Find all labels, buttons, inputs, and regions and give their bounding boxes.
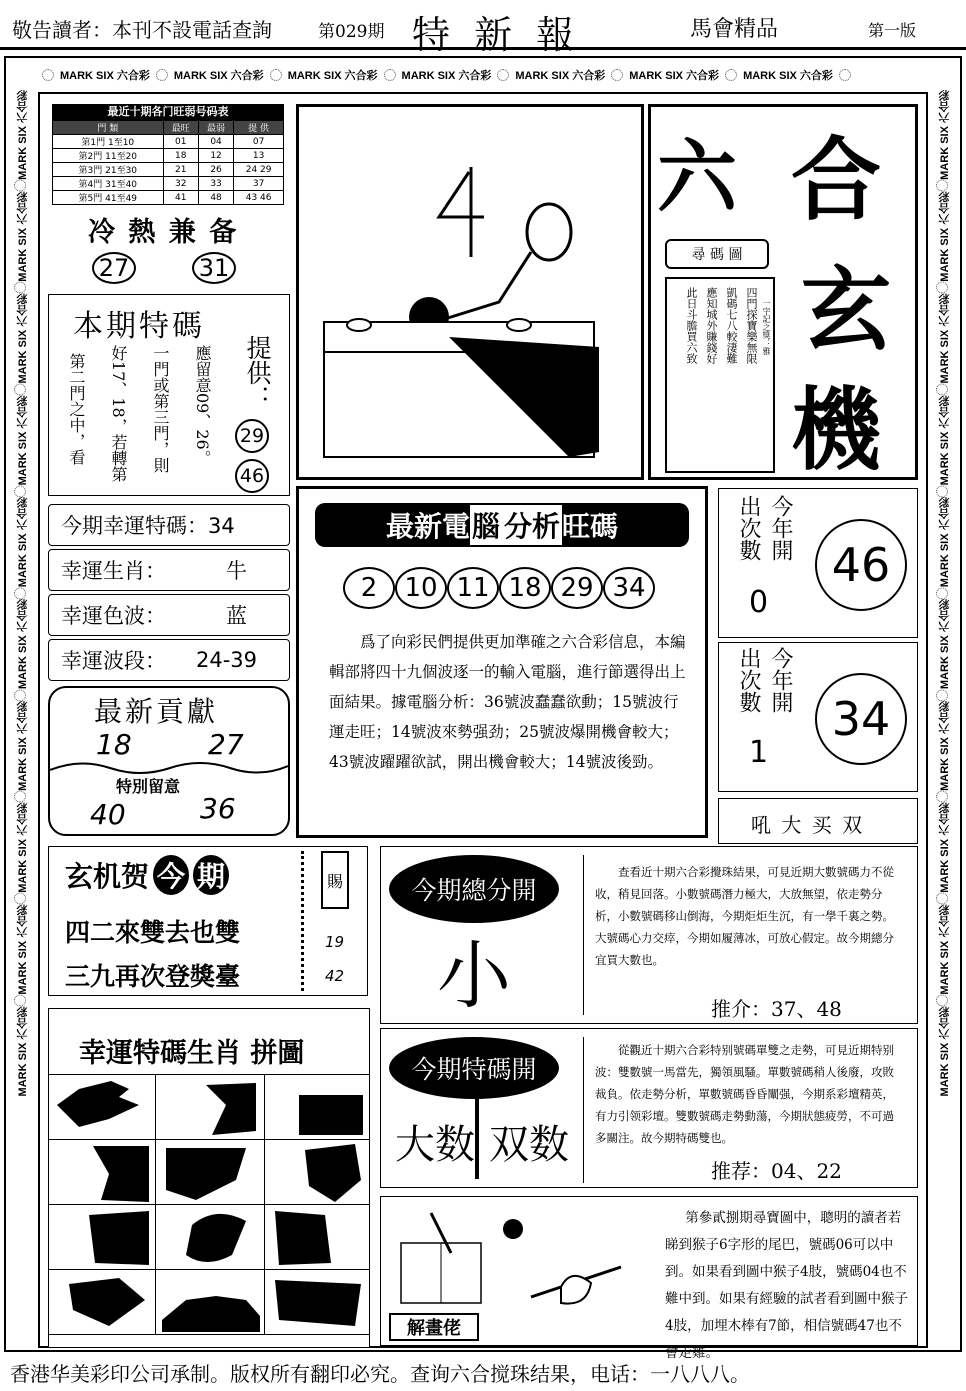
stats-number: 34 [815, 673, 907, 765]
attention-label: 特別留意 [116, 777, 181, 796]
special-code-col: 好17、18，若轉第 [109, 345, 128, 482]
book-illustration [391, 1203, 491, 1313]
scroll-side: 一字記之獎：雅 [762, 299, 771, 355]
tabletop-illustration [299, 107, 641, 477]
puzzle-piece [155, 1269, 265, 1335]
lottery-ball: 11 [447, 567, 499, 609]
stats-panel-1 [718, 488, 918, 638]
lucky-range-value: 24-39 [196, 648, 258, 672]
puzzle-piece [264, 1269, 370, 1335]
hot-cold-title: 冷 熱 兼 备 [88, 217, 239, 248]
special-open-value: 双数 [489, 1122, 569, 1168]
riddle-panel [380, 1196, 918, 1361]
stats-panel-2 [718, 642, 918, 792]
big-buy-title: 吼 大 买 双 [751, 813, 865, 837]
riddle-tag: 解畫佬 [389, 1313, 479, 1341]
lucky-color-label: 幸運色波： [61, 604, 166, 628]
stats-label: 出次數 [736, 647, 761, 713]
footer-text: 香港华美彩印公司承制。版权所有翻印必究。查询六合搅珠结果，电话：一八八八。 [10, 1362, 750, 1386]
watermark-strip-top: MARK SIX 六合彩 MARK SIX 六合彩 MARK SIX 六合彩 MARK SIX 六合彩 MARK SIX 六合彩 MARK SIX 六合彩 MARK SIX 六合彩 [36, 60, 930, 90]
ball-row [343, 567, 655, 609]
stats-label: 出次數 [736, 495, 761, 561]
stats-count: 1 [749, 735, 769, 770]
history-table-title: 最近十期各门旺弱号码表 [52, 104, 284, 120]
special-code-col: 一門或第三門，則 [151, 345, 170, 473]
stats-label: 今年開 [768, 647, 793, 713]
total-panel [380, 846, 918, 1024]
notice-text: 敬告讀者：本刊不設電話查詢 [12, 18, 272, 42]
big-buy-panel [718, 798, 918, 844]
special-code-col: 第二門之中，看 [67, 353, 86, 465]
lottery-ball: 10 [395, 567, 447, 609]
history-table [52, 104, 284, 205]
special-code-panel [48, 294, 290, 496]
lucky-color-row [48, 594, 290, 636]
lottery-ball: 2 [343, 567, 395, 609]
special-ball-2: 46 [235, 459, 269, 493]
table-row: 第2門 11至20 18 12 13 [53, 149, 284, 163]
scroll-col: 凱碼七八較淒難 [725, 287, 738, 364]
stats-label: 今年開 [768, 495, 793, 561]
special-open-stem [475, 1099, 479, 1179]
lucky-zodiac-row [48, 549, 290, 591]
scroll-col: 應知城外賺錢好 [705, 287, 718, 364]
computer-title: 最新電 腦 分析 旺碼 [315, 503, 689, 547]
total-divider [583, 855, 584, 1015]
lucky-color-value: 蓝 [226, 604, 247, 628]
lucky-range-label: 幸運波段： [61, 649, 166, 673]
masthead-title: 特 新 報 [412, 13, 581, 57]
special-code-title: 本期特碼 [73, 309, 205, 344]
table-header: 最弱 [198, 121, 233, 135]
lucky-special-row [48, 504, 290, 546]
lucky-zodiac-label: 幸運生肖： [61, 559, 166, 583]
picture-panel [296, 104, 644, 480]
puzzle-piece [48, 1269, 156, 1335]
brand-panel [648, 104, 918, 483]
scroll [665, 277, 775, 473]
brand-tag: 尋 碼 圖 [665, 239, 769, 269]
puzzle-piece [264, 1139, 370, 1205]
puzzle-piece [155, 1074, 265, 1140]
riddle-text: 第參貳捌期尋寶圖中，聰明的讀者若睇到猴子6字形的尾巴，號碼06可以中到。如果看到圖中猴子4肢，號碼04也不難中到。如果有經驗的試者看到圖中猴子4肢，加埋木棒有7節，相信號碼47也不會走雞。 [665, 1210, 908, 1361]
xuanji-side-number: 42 [325, 967, 345, 985]
contribution-title: 最新貢獻 [94, 695, 219, 728]
contribution-number: 36 [200, 792, 236, 825]
picture-number: 9 [539, 237, 540, 238]
special-open-text: 從觀近十期六合彩特别號碼單雙之走勢，可見近期特别波：雙數號一馬當先，獨領風騷。單數號碼稍人後廢，攻敗裁負。依走勢分析，單數號碼昏昏闡强，今期系彩壇精英，有力引领彩壇。雙數號碼走勢動蕩，今期狀態疲勞，不可過多關注。故今期特碼雙也。 [595, 1043, 894, 1145]
puzzle-piece [48, 1139, 156, 1205]
table-row: 第3門 21至30 21 26 24 29 [53, 163, 284, 177]
puzzle-piece [264, 1204, 370, 1270]
contribution-number: 40 [90, 798, 126, 831]
stats-number: 46 [815, 519, 907, 611]
table-header: 最旺 [163, 121, 198, 135]
brand-char: 合 [791, 127, 881, 233]
special-open-label: 今期特碼開 [389, 1037, 559, 1099]
xuanji-side-number: 19 [325, 933, 345, 951]
lottery-ball: 29 [551, 567, 603, 609]
issue-number: 第029期 [318, 22, 385, 42]
watermark-strip-right: MARK SIX 六合彩MARK SIX 六合彩MARK SIX 六合彩MARK SIX 六合彩MARK SIX 六合彩MARK SIX 六合彩MARK SIX 六合彩MARK SIX 六合彩MARK SIX 六合彩MARK SIX 六合彩 [930, 90, 960, 1340]
special-open-panel [380, 1028, 918, 1188]
puzzle-piece [155, 1139, 265, 1205]
hot-cold-ball-1: 27 [92, 252, 136, 284]
lucky-range-row [48, 639, 290, 681]
stats-count: 0 [749, 585, 769, 620]
watermark-strip-left: MARK SIX 六合彩MARK SIX 六合彩MARK SIX 六合彩MARK SIX 六合彩MARK SIX 六合彩MARK SIX 六合彩MARK SIX 六合彩MARK SIX 六合彩MARK SIX 六合彩MARK SIX 六合彩 [8, 90, 38, 1340]
brand-char: 玄 [801, 257, 891, 363]
table-header: 門 類 [53, 121, 164, 135]
edition-label: 第一版 [868, 21, 917, 40]
total-text: 查看近十期六合彩攪珠結果，可見近期大數號碼力不從收，稍見回落。小數號碼潛力極大，大放無望，依走勢分析，小數號碼移山倒海，今期炬炬生沉，有一學千裏之勢。大號碼心力交瘁，今期如履薄冰，可放心假定。故今期總分宜買大數也。 [595, 865, 894, 967]
computer-panel [296, 486, 708, 838]
special-open-recommend: 推荐：04、22 [711, 1159, 842, 1183]
special-ball-1: 29 [235, 419, 269, 453]
table-row: 第1門 1至10 01 04 07 [53, 135, 284, 149]
provide-label: 提供： [243, 335, 272, 410]
puzzle-piece [48, 1074, 156, 1140]
contribution-number: 27 [208, 728, 244, 761]
table-row: 第5門 41至49 41 48 43 46 [53, 191, 284, 205]
xuanji-side-label: 賜 [321, 851, 349, 909]
xuanji-panel [48, 846, 368, 996]
xuanji-title: 玄机贺 今 期 [65, 855, 229, 895]
lucky-zodiac-value: 牛 [226, 559, 247, 583]
contribution-number: 18 [96, 728, 132, 761]
puzzle-piece [264, 1074, 370, 1140]
dotted-divider [301, 851, 304, 991]
puzzle-piece [48, 1204, 156, 1270]
masthead-subtitle: 馬會精品 [690, 17, 779, 42]
xuanji-line-1: 四二來雙去也雙 [65, 918, 241, 947]
brand-char: 機 [791, 377, 881, 483]
total-label: 今期總分開 [389, 855, 559, 923]
puzzle-piece [155, 1204, 265, 1270]
table-row: 第4門 31至40 32 33 37 [53, 177, 284, 191]
scroll-col: 此日斗膽買六致 [685, 287, 698, 364]
picture-number: 40 [444, 207, 446, 208]
monkey-illustration [491, 1207, 651, 1337]
hot-cold-ball-2: 31 [192, 252, 236, 284]
computer-paragraph: 爲了向彩民們提供更加準確之六合彩信息，本編輯部將四十九個波逐一的輸入電腦，進行節選得出上面結果。據電腦分析：36號波蠢蠢欲動；15號波行運走旺；14號波來勢强劲；25號波爆開機會較大；43號波躍躍欲試，開出機會較大；14號波後勁。 [329, 633, 686, 771]
puzzle-title: 幸運特碼生肖 拼圖 [79, 1038, 305, 1069]
xuanji-line-2: 三九再次登獎臺 [65, 962, 241, 991]
special-open-divider [583, 1037, 584, 1183]
table-header: 提 供 [234, 121, 284, 135]
special-open-value: 大数 [395, 1122, 475, 1168]
lucky-special-text: 今期幸運特碼：34 [61, 514, 235, 538]
total-recommend: 推介：37、48 [711, 997, 842, 1021]
scroll-col: 四門探寶樂無限 [745, 287, 758, 364]
special-code-col: 應留意09、26。 [193, 345, 212, 466]
lottery-ball: 18 [499, 567, 551, 609]
brand-char: 六 [657, 130, 737, 224]
lottery-ball: 34 [603, 567, 655, 609]
contribution-panel [48, 686, 290, 836]
total-value: 小 [437, 933, 511, 1019]
page-header [0, 0, 966, 57]
